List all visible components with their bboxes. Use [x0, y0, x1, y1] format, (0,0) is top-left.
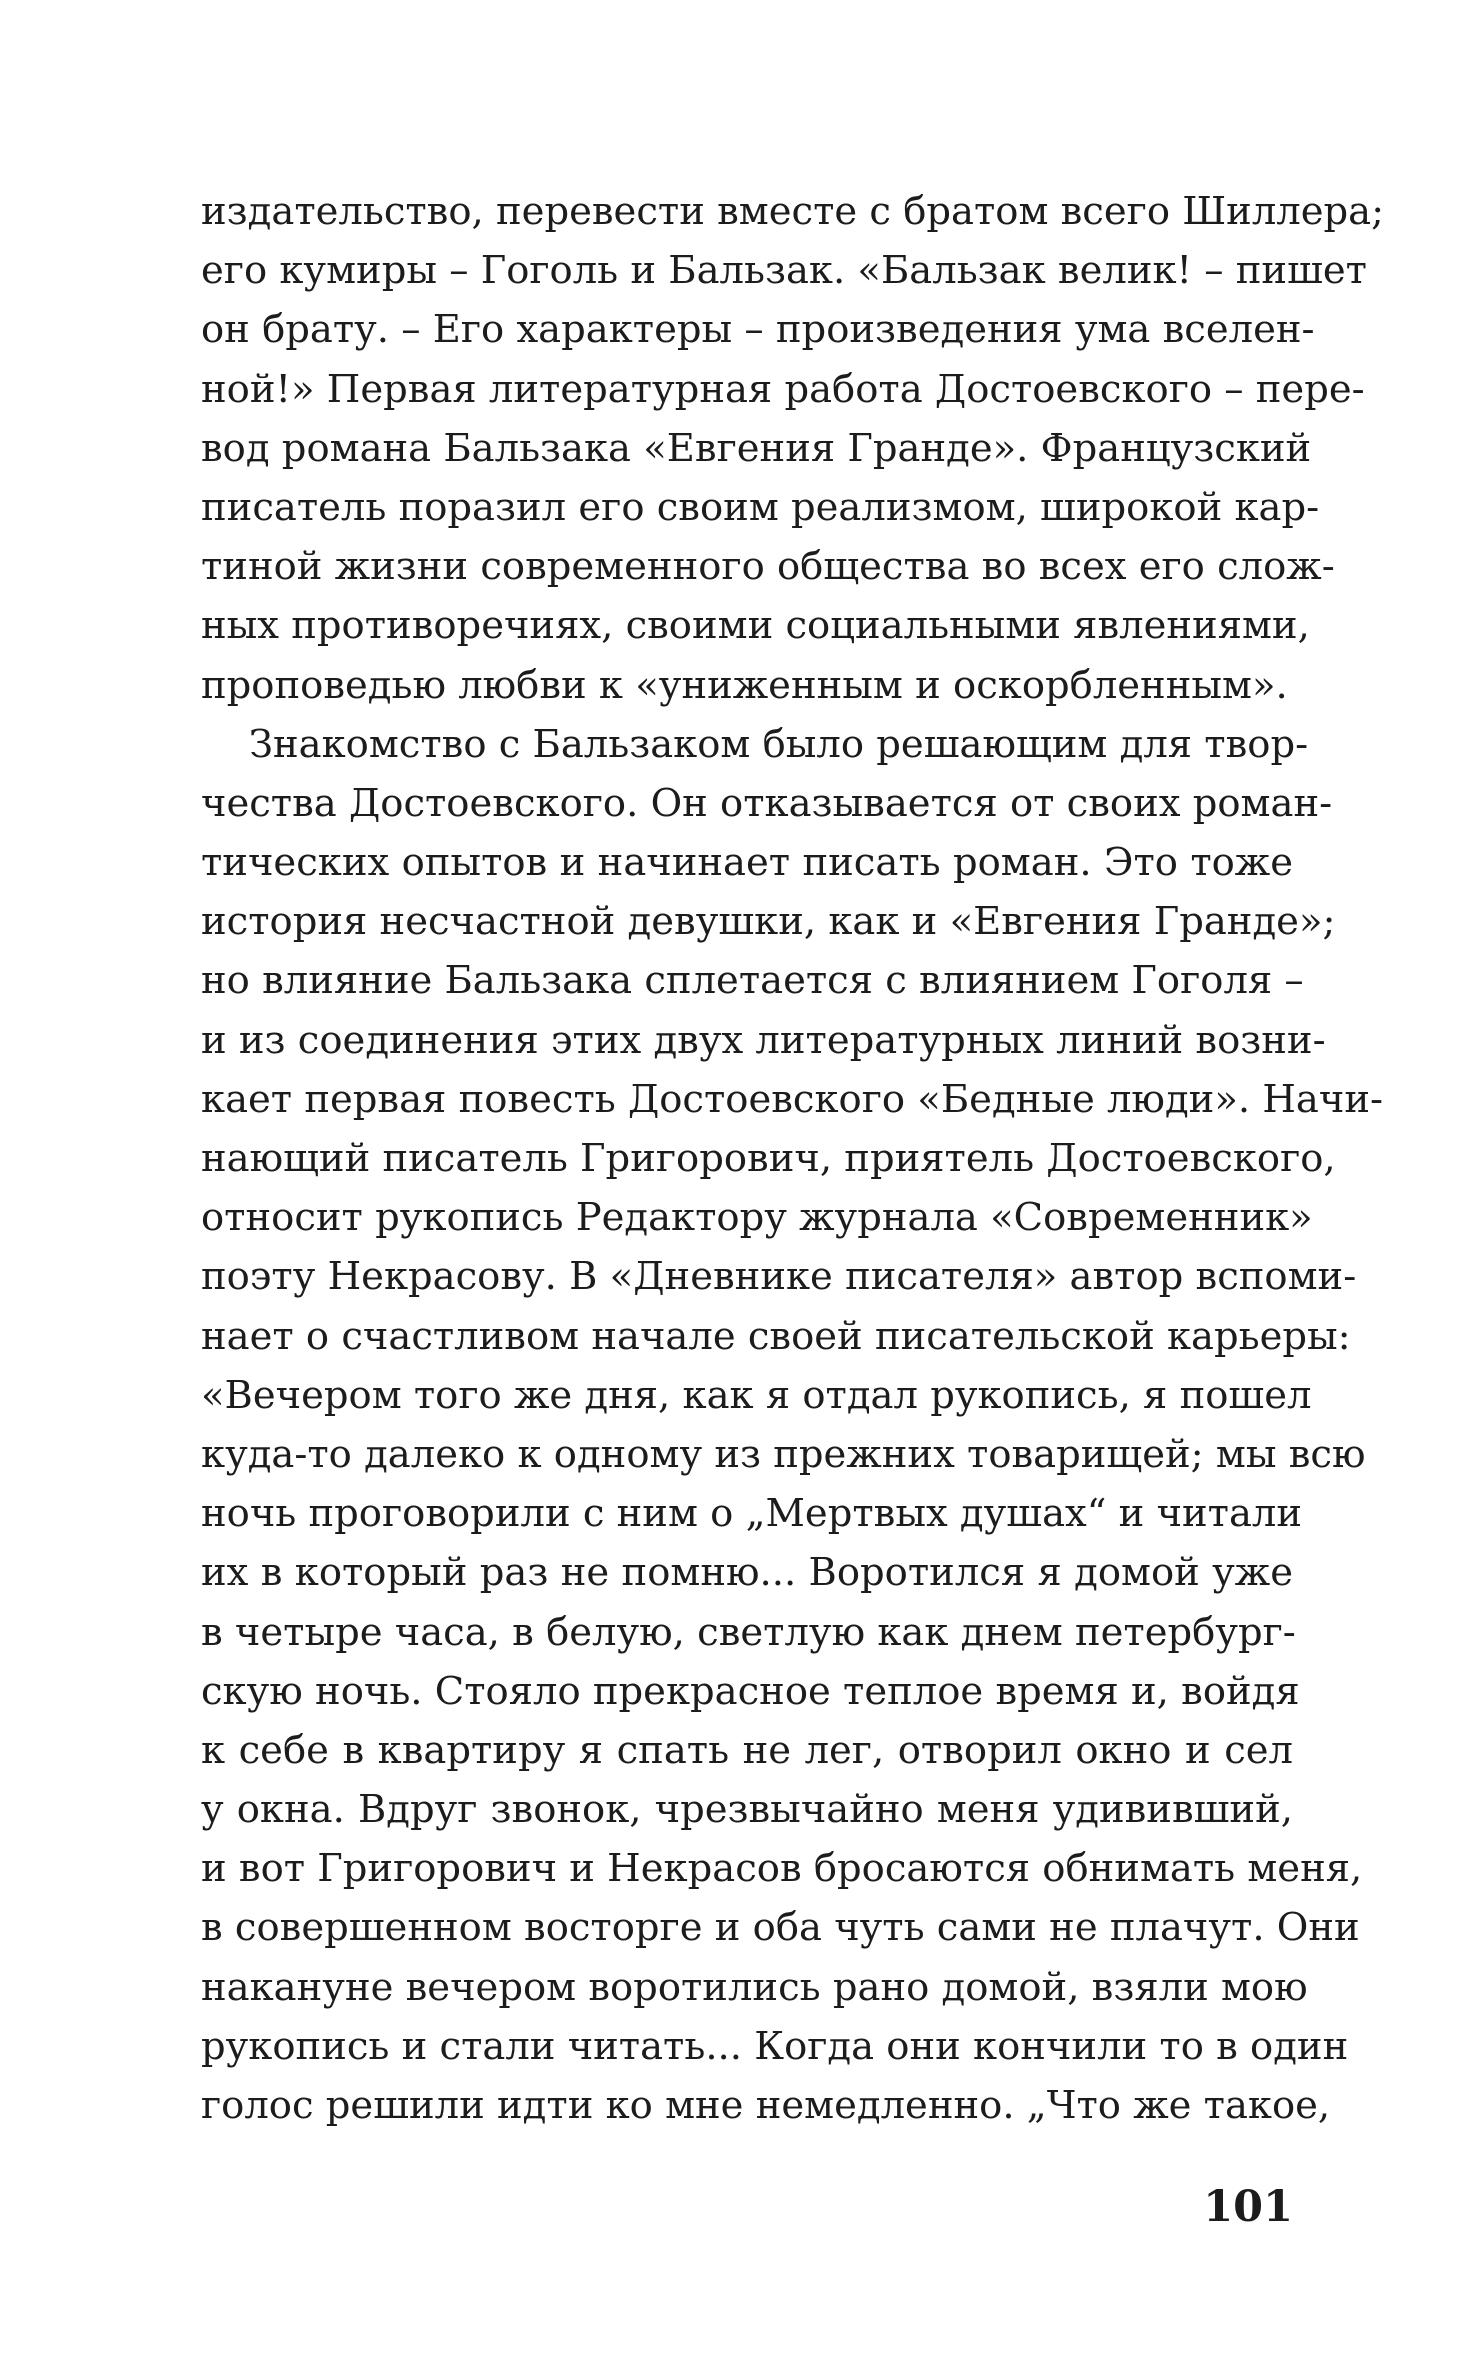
text-line: тиной жизни современного общества во всех его слож-	[201, 544, 1335, 590]
text-line: ных противоречиях, своими социальными явлениями,	[201, 603, 1310, 649]
text-line: поэту Некрасову. В «Дневнике писателя» автор вспоми-	[201, 1254, 1357, 1300]
text-line: издательство, перевести вместе с братом всего Шиллера;	[201, 189, 1385, 234]
text-line: их в который раз не помню... Воротился я домой уже	[201, 1550, 1293, 1596]
text-line: в совершенном восторге и оба чуть сами не плачут. Они	[201, 1905, 1360, 1951]
text-line: и вот Григорович и Некрасов бросаются обнимать меня,	[201, 1846, 1363, 1892]
text-line: в четыре часа, в белую, светлую как днем петербург-	[201, 1609, 1296, 1655]
text-line: скую ночь. Стояло прекрасное теплое время и, войдя	[201, 1668, 1300, 1714]
text-line: писатель поразил его своим реализмом, широкой кар-	[201, 484, 1320, 530]
text-line: его кумиры – Гоголь и Бальзак. «Бальзак велик! – пишет	[201, 248, 1367, 294]
text-line: и из соединения этих двух литературных линий возни-	[201, 1017, 1326, 1063]
body-text	[201, 182, 1385, 2135]
text-line: нает о счастливом начале своей писательской карьеры:	[201, 1313, 1351, 1359]
text-line: относит рукопись Редактору журнала «Современник»	[201, 1195, 1313, 1241]
text-line: вод романа Бальзака «Евгения Гранде». Французский	[201, 425, 1312, 471]
page-number: 101	[1203, 2182, 1293, 2232]
paragraph-end-line: проповедью любви к «униженным и оскорбленным».	[201, 662, 1288, 708]
text-line: накануне вечером воротились рано домой, взяли мою	[201, 1964, 1308, 2010]
text-line: «Вечером того же дня, как я отдал рукопись, я пошел	[201, 1372, 1312, 1418]
text-line: у окна. Вдруг звонок, чрезвычайно меня удививший,	[201, 1787, 1293, 1833]
text-line: история несчастной девушки, как и «Евгения Гранде»;	[201, 899, 1336, 945]
text-line: голос решили идти ко мне немедленно. „Что же такое,	[201, 2083, 1331, 2128]
paragraph-first-line: Знакомство с Бальзаком было решающим для твор-	[249, 721, 1309, 767]
text-line: к себе в квартиру я спать не лег, отворил окно и сел	[201, 1727, 1293, 1773]
text-line: чества Достоевского. Он отказывается от своих роман-	[201, 780, 1333, 826]
text-line: кает первая повесть Достоевского «Бедные люди». Начи-	[201, 1076, 1383, 1122]
text-line: но влияние Бальзака сплетается с влиянием Гоголя –	[201, 958, 1304, 1004]
text-line: ночь проговорили с ним о „Мертвых душах“ и читали	[201, 1491, 1303, 1537]
text-line: рукопись и стали читать... Когда они кончили то в один	[201, 2023, 1349, 2069]
text-line: ной!» Первая литературная работа Достоевского – пере-	[201, 366, 1365, 412]
text-line: он брату. – Его характеры – произведения ума вселен-	[201, 307, 1315, 353]
text-line: нающий писатель Григорович, приятель Достоевского,	[201, 1136, 1336, 1181]
text-line: тических опытов и начинает писать роман. Это тоже	[201, 840, 1293, 886]
text-line: куда-то далеко к одному из прежних товарищей; мы всю	[201, 1431, 1366, 1477]
